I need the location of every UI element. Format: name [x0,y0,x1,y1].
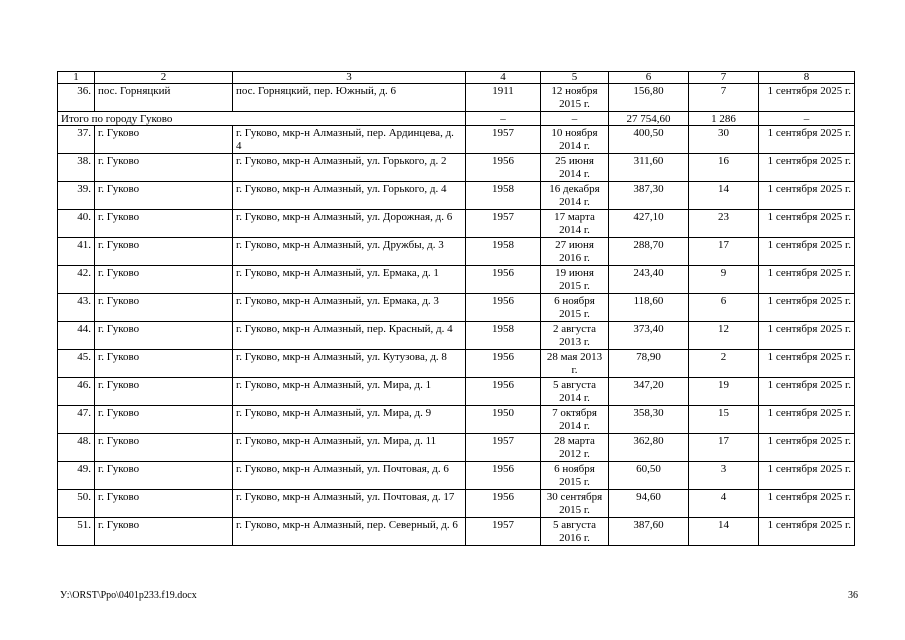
recognition-date: 28 мая 2013 г. [541,350,609,378]
residents-count: 7 [689,84,759,112]
recognition-date: 2 августа 2013 г. [541,322,609,350]
deadline: 1 сентября 2025 г. [759,84,855,112]
total-year: – [466,112,541,126]
year-built: 1956 [466,350,541,378]
row-number: 38. [58,154,95,182]
address: пос. Горняцкий, пер. Южный, д. 6 [233,84,466,112]
table-row [58,238,855,266]
recognition-date: 28 марта 2012 г. [541,434,609,462]
table-row [58,378,855,406]
residents-count: 14 [689,518,759,546]
file-path: У:\ORST\Ppo\0401p233.f19.docx [60,590,197,601]
area: 347,20 [609,378,689,406]
residents-count: 2 [689,350,759,378]
year-built: 1956 [466,462,541,490]
row-number: 44. [58,322,95,350]
recognition-date: 5 августа 2014 г. [541,378,609,406]
table-row [58,518,855,546]
residents-count: 6 [689,294,759,322]
year-built: 1958 [466,182,541,210]
year-built: 1958 [466,322,541,350]
year-built: 1956 [466,490,541,518]
table-row [58,434,855,462]
address: г. Гуково, мкр-н Алмазный, ул. Мира, д. 9 [233,406,466,434]
address: г. Гуково, мкр-н Алмазный, ул. Дружбы, д. 3 [233,238,466,266]
deadline: 1 сентября 2025 г. [759,378,855,406]
residents-count: 15 [689,406,759,434]
residents-count: 9 [689,266,759,294]
settlement: г. Гуково [95,378,233,406]
area: 358,30 [609,406,689,434]
settlement: г. Гуково [95,322,233,350]
area: 373,40 [609,322,689,350]
table-header-row [58,72,855,84]
residents-count: 4 [689,490,759,518]
row-number: 51. [58,518,95,546]
address: г. Гуково, мкр-н Алмазный, ул. Горького, д. 2 [233,154,466,182]
row-number: 49. [58,462,95,490]
area: 243,40 [609,266,689,294]
settlement: г. Гуково [95,350,233,378]
address: г. Гуково, мкр-н Алмазный, ул. Почтовая, д. 6 [233,462,466,490]
address: г. Гуково, мкр-н Алмазный, ул. Кутузова, д. 8 [233,350,466,378]
address: г. Гуково, мкр-н Алмазный, ул. Мира, д. 1 [233,378,466,406]
table-row [58,462,855,490]
residents-count: 12 [689,322,759,350]
recognition-date: 19 июня 2015 г. [541,266,609,294]
area: 387,30 [609,182,689,210]
settlement: г. Гуково [95,462,233,490]
settlement: г. Гуково [95,126,233,154]
deadline: 1 сентября 2025 г. [759,406,855,434]
recognition-date: 7 октября 2014 г. [541,406,609,434]
total-label: Итого по городу Гуково [58,112,466,126]
area: 118,60 [609,294,689,322]
area: 362,80 [609,434,689,462]
recognition-date: 5 августа 2016 г. [541,518,609,546]
table-row [58,294,855,322]
row-number: 47. [58,406,95,434]
column-number: 5 [541,72,609,84]
residents-count: 30 [689,126,759,154]
area: 60,50 [609,462,689,490]
recognition-date: 27 июня 2016 г. [541,238,609,266]
year-built: 1950 [466,406,541,434]
area: 78,90 [609,350,689,378]
column-number: 6 [609,72,689,84]
address: г. Гуково, мкр-н Алмазный, ул. Ермака, д. 1 [233,266,466,294]
deadline: 1 сентября 2025 г. [759,350,855,378]
address: г. Гуково, мкр-н Алмазный, ул. Почтовая, д. 17 [233,490,466,518]
column-number: 8 [759,72,855,84]
total-date: – [541,112,609,126]
residents-count: 17 [689,238,759,266]
row-number: 48. [58,434,95,462]
housing-table [57,71,855,546]
recognition-date: 12 ноября 2015 г. [541,84,609,112]
total-row [58,112,855,126]
settlement: г. Гуково [95,182,233,210]
table-row [58,490,855,518]
recognition-date: 6 ноября 2015 г. [541,294,609,322]
deadline: 1 сентября 2025 г. [759,490,855,518]
settlement: г. Гуково [95,406,233,434]
deadline: 1 сентября 2025 г. [759,266,855,294]
residents-count: 23 [689,210,759,238]
year-built: 1911 [466,84,541,112]
year-built: 1957 [466,210,541,238]
row-number: 37. [58,126,95,154]
recognition-date: 10 ноября 2014 г. [541,126,609,154]
row-number: 41. [58,238,95,266]
recognition-date: 16 декабря 2014 г. [541,182,609,210]
address: г. Гуково, мкр-н Алмазный, ул. Дорожная, д. 6 [233,210,466,238]
year-built: 1956 [466,154,541,182]
table-row [58,182,855,210]
table-row [58,126,855,154]
table-row [58,322,855,350]
deadline: 1 сентября 2025 г. [759,462,855,490]
page-number: 36 [848,590,858,601]
column-number: 1 [58,72,95,84]
area: 427,10 [609,210,689,238]
residents-count: 17 [689,434,759,462]
table-row [58,84,855,112]
year-built: 1957 [466,126,541,154]
row-number: 36. [58,84,95,112]
total-area: 27 754,60 [609,112,689,126]
deadline: 1 сентября 2025 г. [759,126,855,154]
table-row [58,210,855,238]
row-number: 42. [58,266,95,294]
column-number: 3 [233,72,466,84]
residents-count: 16 [689,154,759,182]
deadline: 1 сентября 2025 г. [759,294,855,322]
year-built: 1956 [466,266,541,294]
address: г. Гуково, мкр-н Алмазный, пер. Ардинцева, д. 4 [233,126,466,154]
year-built: 1956 [466,294,541,322]
area: 94,60 [609,490,689,518]
address: г. Гуково, мкр-н Алмазный, ул. Ермака, д. 3 [233,294,466,322]
total-count: 1 286 [689,112,759,126]
deadline: 1 сентября 2025 г. [759,238,855,266]
residents-count: 14 [689,182,759,210]
column-number: 7 [689,72,759,84]
deadline: 1 сентября 2025 г. [759,210,855,238]
settlement: г. Гуково [95,210,233,238]
table-row [58,350,855,378]
row-number: 50. [58,490,95,518]
year-built: 1957 [466,518,541,546]
deadline: 1 сентября 2025 г. [759,434,855,462]
settlement: г. Гуково [95,434,233,462]
year-built: 1956 [466,378,541,406]
deadline: 1 сентября 2025 г. [759,518,855,546]
area: 311,60 [609,154,689,182]
area: 387,60 [609,518,689,546]
settlement: г. Гуково [95,518,233,546]
area: 288,70 [609,238,689,266]
deadline: 1 сентября 2025 г. [759,154,855,182]
table-row [58,406,855,434]
address: г. Гуково, мкр-н Алмазный, ул. Горького, д. 4 [233,182,466,210]
year-built: 1957 [466,434,541,462]
settlement: пос. Горняцкий [95,84,233,112]
recognition-date: 6 ноября 2015 г. [541,462,609,490]
recognition-date: 30 сентября 2015 г. [541,490,609,518]
total-deadline: – [759,112,855,126]
row-number: 40. [58,210,95,238]
address: г. Гуково, мкр-н Алмазный, ул. Мира, д. 11 [233,434,466,462]
deadline: 1 сентября 2025 г. [759,322,855,350]
settlement: г. Гуково [95,238,233,266]
recognition-date: 17 марта 2014 г. [541,210,609,238]
row-number: 45. [58,350,95,378]
address: г. Гуково, мкр-н Алмазный, пер. Северный, д. 6 [233,518,466,546]
row-number: 43. [58,294,95,322]
recognition-date: 25 июня 2014 г. [541,154,609,182]
residents-count: 19 [689,378,759,406]
table-row [58,154,855,182]
settlement: г. Гуково [95,490,233,518]
row-number: 46. [58,378,95,406]
column-number: 4 [466,72,541,84]
table-row [58,266,855,294]
residents-count: 3 [689,462,759,490]
area: 400,50 [609,126,689,154]
address: г. Гуково, мкр-н Алмазный, пер. Красный, д. 4 [233,322,466,350]
deadline: 1 сентября 2025 г. [759,182,855,210]
settlement: г. Гуково [95,266,233,294]
row-number: 39. [58,182,95,210]
settlement: г. Гуково [95,154,233,182]
settlement: г. Гуково [95,294,233,322]
column-number: 2 [95,72,233,84]
area: 156,80 [609,84,689,112]
year-built: 1958 [466,238,541,266]
